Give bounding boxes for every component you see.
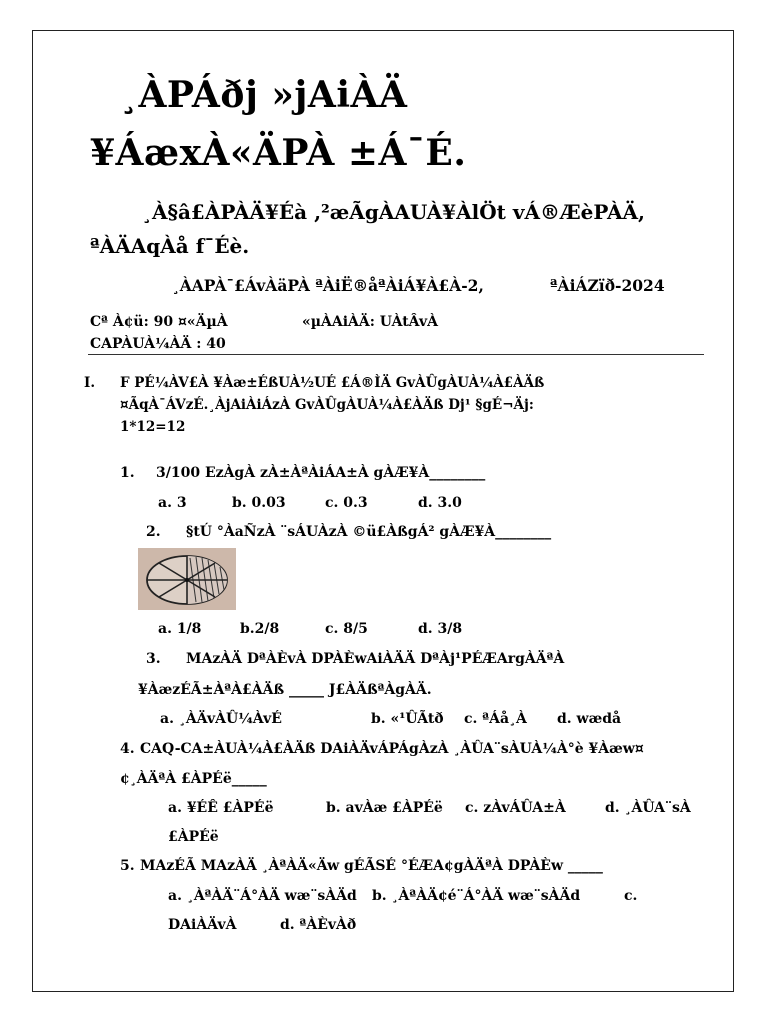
question-4-option-a: a. ¥ÉÊ £ÀPÉë — [168, 800, 274, 816]
question-4-option-d-continued: £ÀPÉë — [168, 829, 219, 845]
question-2-option-b: b.2/8 — [240, 621, 280, 637]
address-line2: ªÀÄAqÀå f¯Éè. — [90, 234, 250, 258]
question-4-number: 4. — [120, 741, 135, 757]
question-2-option-a: a. 1/8 — [158, 621, 202, 637]
question-2-option-c: c. 8/5 — [325, 621, 368, 637]
question-5-option-d: d. ªÀÈvÀð — [280, 917, 357, 933]
section-number: I. — [84, 375, 96, 391]
exam-name: ¸ÀAPÀ¯£ÁvÀäPÀ ªÀiË®åªÀiÁ¥À£À-2, — [172, 276, 484, 295]
question-3-option-b: b. «¹ÛÃtð — [371, 711, 444, 727]
address-line1: ¸À§â£ÀPÀÄ¥Éà ,²æÃgÀAUÀ¥ÀlÖt vÁ®ÆèPÀÄ, — [142, 200, 645, 224]
question-4-option-c: c. zÀvÁÛA±À — [465, 800, 566, 816]
question-5-number: 5. — [120, 858, 135, 874]
question-5-option-c-continued: DAiÀÄvÀ — [168, 917, 237, 933]
question-5-text: MAzÉÃ MAzÀÄ ¸ÀªÀÄ«Äw gÉÃSÉ °ÉÆA¢gÀÄªÀ DPÀÈw _____ — [140, 858, 603, 874]
question-2-text: §tÚ °ÀaÑzÀ ¨sÁUÀzÀ ©ü£ÀßgÁ² gÀÆ¥À________ — [186, 524, 552, 540]
question-3-option-d: d. wædå — [557, 711, 622, 727]
question-1-option-b: b. 0.03 — [232, 495, 286, 511]
question-5-option-c: c. — [624, 888, 638, 904]
question-5-option-b: b. ¸ÀªÀÄ¢é¨Á°ÀÄ wæ¨sÀÄd — [372, 888, 581, 904]
question-4-option-b: b. avÀæ £ÀPÉë — [326, 800, 443, 816]
question-1-option-d: d. 3.0 — [418, 495, 462, 511]
question-4-text-line1: CAQ-CA±ÀUÀ¼À£ÀÄß DAiÀÄvÁPÁgÀzÀ ¸ÀÛA¨sÀUÀ¼À°è ¥Àæw¤ — [140, 741, 644, 757]
header-divider — [88, 354, 704, 355]
page-border — [32, 30, 734, 992]
question-3-text-line2: ¥ÀæzÉÃ±ÀªÀ£ÀÄß _____ J£ÀÄßªÀgÀÄ. — [138, 682, 432, 698]
question-2-number: 2. — [146, 524, 161, 540]
question-1-option-c: c. 0.3 — [325, 495, 368, 511]
question-2-option-d: d. 3/8 — [418, 621, 463, 637]
section-instruction-line2: ¤ÃqÀ¯ÁVzÉ.¸ÀjAiÀiÁzÀ GvÀÛgÀUÀ¼À£ÀÄß Dj¹ §gÉ¬Äj: — [120, 397, 534, 413]
time-allowed: Cª À¢ü: 90 ¤«ÄµÀ — [90, 314, 228, 330]
subject: «µÀAiÀÄ: UÀtÂvÀ — [302, 314, 438, 330]
question-1-option-a: a. 3 — [158, 495, 187, 511]
question-1-text: 3/100 EzÀgÀ zÀ±ÀªÀiÁA±À gÀÆ¥À________ — [156, 465, 486, 481]
section-instruction-line1: F PÉ¼ÀV£À ¥Àæ±ÉßUÀ½UÉ £Á®ÌÄ GvÀÛgÀUÀ¼À£ÀÄß — [120, 375, 545, 391]
question-3-option-c: c. ªÁå¸À — [464, 711, 527, 727]
school-name-line1: ¸ÀPÁðj »jAiÀÄ — [120, 74, 408, 116]
question-1-number: 1. — [120, 465, 135, 481]
question-4-option-d: d. ¸ÀÛA¨sÀ — [605, 800, 691, 816]
question-3-text-line1: MAzÀÄ DªÀÈvÀ DPÀÈwAiÀÄÄ DªÀj¹PÉÆArgÀÄªÀ — [186, 651, 565, 667]
fraction-circle-image — [138, 548, 236, 610]
question-4-text-line2: ¢¸ÀÄªÀ £ÀPÉë_____ — [120, 771, 267, 787]
school-name-line2: ¥ÁæxÀ«ÄPÀ ±Á¯É. — [90, 132, 467, 174]
question-3-number: 3. — [146, 651, 161, 667]
question-5-option-a: a. ¸ÀªÀÄ¨Á°ÀÄ wæ¨sÀÄd — [168, 888, 357, 904]
total-marks: CAPÀUÀ¼ÀÄ : 40 — [90, 336, 226, 352]
exam-year: ªÀiÁZïð-2024 — [550, 276, 665, 295]
section-marks: 1*12=12 — [120, 419, 186, 435]
question-3-option-a: a. ¸ÀÄvÀÛ¼ÀvÉ — [160, 711, 282, 727]
